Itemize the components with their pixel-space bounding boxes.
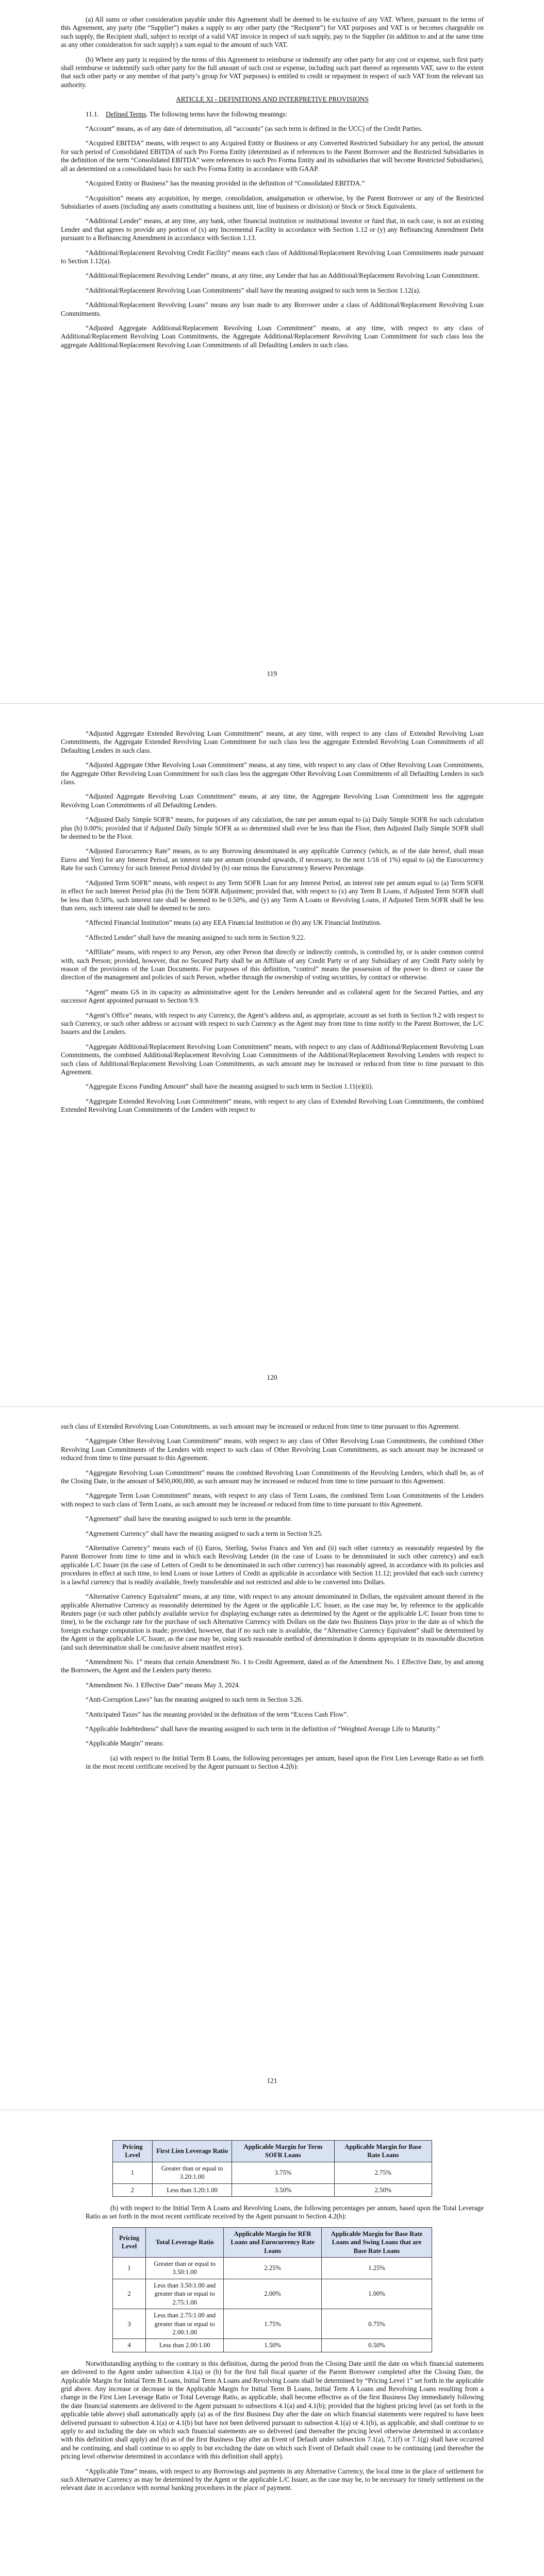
vat-paragraph-b: (b) Where any party is required by the terms of this Agreement to reimburse or indemnify any other party for any cost or expense, such first party shall reimburse or indemnify such other party for the full amount of such cost or expense, including such part thereof as represents VAT, save to the extent that such other party or any member of that party’s group for VAT purposes) is entitled to credit or repayment in respect of such VAT from the relevant tax authority. — [61, 55, 484, 89]
definition: “Agreement” shall have the meaning assigned to such term in the preamble. — [86, 1515, 292, 1523]
definition: “Aggregate Term Loan Commitment” means, with respect to any class of Term Loans, the combined Term Loan Commitments of the Lenders with respect to such class of Term Loans, as such amount may be increased or reduced from time to time pursuant to this Agreement. — [61, 1492, 484, 1508]
table-cell: Less than 2.00:1.00 — [146, 2339, 224, 2352]
table-cell: 0.75% — [322, 2309, 432, 2339]
definition: “Additional Lender” means, at any time, any bank, other financial institution or institutional investor or fund that, in each case, is not an existing Lender and that agrees to provide any portion of (x) any Incremental Facility in accordance with Section 1.12 or (y) any Refinancing Amendment Debt pursuant to a Refinancing Amendment in accordance with Section 1.13. — [61, 217, 484, 242]
definition: “Adjusted Aggregate Revolving Loan Commitment” means, at any time, the Aggregate Revolving Loan Commitment less the aggregate Revolving Loan Commitments of all Defaulting Lenders. — [61, 792, 484, 809]
pricing-table-term-a-revolving — [112, 2227, 432, 2352]
table-header: Pricing Level — [113, 2141, 153, 2162]
definition: “Affected Financial Institution” means (a) any EEA Financial Institution or (b) any UK Financial Institution. — [86, 919, 382, 927]
definition: “Acquired Entity or Business” has the meaning provided in the definition of “Consolidated EBITDA.” — [86, 179, 365, 188]
table-cell: 3.75% — [232, 2162, 334, 2183]
page-number: 119 — [267, 670, 277, 677]
definition: “Agent’s Office” means, with respect to any Currency, the Agent’s address and, as appropriate, account as set forth in Section 9.2 with respect to such Currency, or such other address or account with respect to such Currency as the Agent may from time to time notify to the Parent Borrower, the L/C Issuers and the Lenders. — [61, 1011, 484, 1036]
article-heading: ARTICLE XI - DEFINITIONS AND INTERPRETIVE PROVISIONS — [176, 95, 369, 104]
definition: “Aggregate Other Revolving Loan Commitment” means, with respect to any class of Other Revolving Loan Commitments, the combined Other Revolving Loan Commitments of the Lenders with respect to such class of Other Revolving Loan Commitments, as such amount may be increased or reduced from time to time pursuant to this Agreement. — [61, 1437, 484, 1462]
table-cell: 0.50% — [322, 2339, 432, 2352]
table-cell: 3 — [113, 2309, 146, 2339]
table-header: First Lien Leverage Ratio — [152, 2141, 232, 2162]
definition: “Anti-Corruption Laws” has the meaning assigned to such term in Section 3.26. — [86, 1696, 303, 1704]
table-cell: 1.00% — [322, 2279, 432, 2309]
table-cell: 1 — [113, 2162, 153, 2183]
section-11-1 — [61, 110, 484, 118]
table-header: Applicable Margin for Base Rate Loans — [334, 2141, 432, 2162]
section-title: Defined Terms — [106, 110, 146, 118]
page-121 — [0, 1407, 544, 2110]
table-row — [113, 2279, 432, 2309]
table-row — [113, 2183, 432, 2196]
table-row — [113, 2258, 432, 2279]
definition: “Amendment No. 1” means that certain Amendment No. 1 to Credit Agreement, dated as of the Amendment No. 1 Effective Date, by and among the Borrowers, the Agent and the Lenders party thereto. — [61, 1657, 484, 1674]
table-row — [113, 2309, 432, 2339]
table-row — [113, 2339, 432, 2352]
page-number: 121 — [267, 2077, 277, 2084]
definition: “Agent” means GS in its capacity as administrative agent for the Lenders hereunder and as collateral agent for the Secured Parties, and any successor Agent appointed pursuant to Section 9.9. — [61, 988, 484, 1005]
table-cell: Greater than or equal to 3.50:1.00 — [146, 2258, 224, 2279]
page-120-text — [61, 730, 484, 1121]
definition: “Aggregate Excess Funding Amount” shall have the meaning assigned to such term in Section 1.11(e)(ii). — [86, 1082, 373, 1091]
section-number: 11.1. — [86, 110, 99, 118]
definition: “Additional/Replacement Revolving Loan Commitments” shall have the meaning assigned to such term in Section 1.12(a). — [86, 286, 421, 294]
definition: “Additional/Replacement Revolving Lender” means, at any time, any Lender that has an Additional/Replacement Revolving Loan Commitment. — [86, 272, 480, 280]
table-cell: Less than 3.20:1.00 — [152, 2183, 232, 2196]
page-119 — [0, 0, 544, 703]
page-122 — [0, 2110, 544, 2576]
table-cell: 2.50% — [334, 2183, 432, 2196]
definition: “Alternative Currency Equivalent” means, at any time, with respect to any amount denominated in Dollars, the equivalent amount thereof in the applicable Alternative Currency as reasonably determined by the Agent or the applicable L/C Issuer, as the case may be, by reference to the applicable Reuters page (or such other publicly available service for displaying exchange rates as determined by the Agent or the applicable L/C Issuer from time to time), to be the exchange rate for the purchase of such Alternative Currency with Dollars on the date two Business Days prior to the date as of which the foreign exchange computation is made; provided, however, that if no such rate is available, the “Alternative Currency Equivalent” shall be determined by the Agent or the applicable L/C Issuer, as the case may be, using such reasonable method of determination it deems appropriate in its reasonable discretion (and such determination shall be conclusive absent manifest error). — [61, 1592, 484, 1651]
definition: “Additional/Replacement Revolving Loans” means any loan made to any Borrower under a class of Additional/Replacement Revolving Loan Commitments. — [61, 301, 484, 317]
page-121-text — [61, 1422, 484, 1777]
table-header: Applicable Margin for RFR Loans and Eurocurrency Rate Loans — [224, 2227, 322, 2257]
pricing-notwithstanding-paragraph: Notwithstanding anything to the contrary in this definition, during the period from the Closing Date until the date on which financial statements are delivered to the Agent under subsection 4.1(a) or (b) for the first full fiscal quarter of the Parent Borrower completed after the Closing Date, the Applicable Margin for Initial Term B Loans, Initial Term A Loans and Revolving Loans shall be determined by “Pricing Level 1” set forth in the applicable grid above. Any increase or decrease in the Applicable Margin for Initial Term B Loans, Initial Term A Loans and Revolving Loans resulting from a change in the First Lien Leverage Ratio or Total Leverage Ratio, as applicable, shall become effective as of the first Business Day immediately following the date financial statements are delivered to the Agent pursuant to subsections 4.1(a) and 4.1(b); provided that the highest pricing level (as set forth in the applicable table above) shall automatically apply (a) as of the first Business Day after the date on which financial statements were required to have been delivered pursuant to subsection 4.1(a) or 4.1(b) but have not been delivered pursuant to subsection 4.1(a) or 4.1(b), as applicable, and shall continue to so apply to and including the date on which such financial statements are so delivered (and thereafter the pricing level otherwise determined in accordance with this definition shall apply) and (b) as of the first Business Day after an Event of Default under subsection 7.1(a), 7.1(f) or 7.1(g) shall have occurred and be continuing, and shall continue to so apply to but excluding the date on which such Event of Default shall cease to be continuing (and thereafter the pricing level otherwise determined in accordance with this definition shall apply). — [61, 2359, 484, 2461]
section-intro: . The following terms have the following meanings: — [146, 110, 288, 118]
table-cell: Greater than or equal to 3.20:1.00 — [152, 2162, 232, 2183]
definition: “Adjusted Eurocurrency Rate” means, as to any Borrowing denominated in any applicable Currency (which, as of the date hereof, shall mean Euros and Yen) for any Interest Period, an interest rate per annum (rounded upwards, if necessary, to the next 1/16 of 1%) equal to (a) the Eurocurrency Rate for such Currency for such Interest Period divided by (b) one minus the Eurocurrency Reserve Percentage. — [61, 847, 484, 872]
table-cell: 1.75% — [224, 2309, 322, 2339]
definition-subclause: (a) with respect to the Initial Term B Loans, the following percentages per annum, based upon the First Lien Leverage Ratio as set forth in the most recent certificate received by the Agent pursuant to Section 4.2(b): — [86, 1754, 484, 1771]
definition: “Adjusted Daily Simple SOFR” means, for purposes of any calculation, the rate per annum equal to (a) Daily Simple SOFR for such calculation plus (b) 0.00%; provided that if Adjusted Daily Simple SOFR as so determined shall ever be less than the Floor, then Adjusted Daily Simple SOFR shall be deemed to be the Floor. — [61, 816, 484, 841]
definition: “Applicable Indebtedness” shall have the meaning assigned to such term in the definition of “Weighted Average Life to Maturity.” — [86, 1724, 440, 1733]
table-cell: Less than 2.75:1.00 and greater than or equal to 2.00:1.00 — [146, 2309, 224, 2339]
definition: “Acquired EBITDA” means, with respect to any Acquired Entity or Business or any Converted Restricted Subsidiary for any period, the amount for such period of Consolidated EBITDA of such Pro Forma Entity (determined as if references to the Parent Borrower and the Restricted Subsidiaries in the definition of the term “Consolidated EBITDA” were references to such Pro Forma Entity and its subsidiaries that will become Restricted Subsidiaries), all as determined on a consolidated basis for such Pro Forma Entity in accordance with GAAP. — [61, 139, 484, 173]
table-header: Applicable Margin for Base Rate Loans and Swing Loans that are Base Rate Loans — [322, 2227, 432, 2257]
table-cell: 2.00% — [224, 2279, 322, 2309]
definition: “Applicable Time” means, with respect to any Borrowings and payments in any Alternative Currency, the local time in the place of settlement for such Alternative Currency as may be determined by the Agent or the applicable L/C Issuer, as the case may be, to be necessary for timely settlement on the relevant date in accordance with normal banking procedures in the place of payment. — [61, 2467, 484, 2492]
table-cell: 2.75% — [334, 2162, 432, 2183]
page-122-text — [61, 2136, 484, 2499]
definition: “Additional/Replacement Revolving Credit Facility” means each class of Additional/Replacement Revolving Loan Commitments made pursuant to Section 1.12(a). — [61, 248, 484, 265]
table-cell: 2.25% — [224, 2258, 322, 2279]
definition: such class of Extended Revolving Loan Commitments, as such amount may be increased or reduced from time to time pursuant to this Agreement. — [61, 1422, 460, 1430]
table-cell: Less than 3.50:1.00 and greater than or equal to 2.75:1.00 — [146, 2279, 224, 2309]
definition: “Aggregate Revolving Loan Commitment” means the combined Revolving Loan Commitments of the Revolving Lenders, which shall be, as of the Closing Date, in the amount of $450,000,000, as such amount may be increased or reduced from time to time pursuant to this Agreement. — [61, 1468, 484, 1485]
applicable-margin-clause-b: (b) with respect to the Initial Term A Loans and Revolving Loans, the following percentages per annum, based upon the Total Leverage Ratio as set forth in the most recent certificate received by the Agent pursuant to Section 4.2(b): — [86, 2204, 484, 2221]
definition: “Affiliate” means, with respect to any Person, any other Person that directly or indirectly controls, is controlled by, or is under common control with, such Person; provided, however, that no Secured Party shall be an Affiliate of any Credit Party or of any Subsidiary of any Credit Party solely by reason of the provisions of the Loan Documents. For purposes of this definition, “control” means the possession of the power to direct or cause the direction of the management and policies of such Person, whether through the ownership of voting securities, by contract or otherwise. — [61, 948, 484, 981]
table-cell: 4 — [113, 2339, 146, 2352]
page-119-text — [61, 15, 484, 355]
definition: “Aggregate Additional/Replacement Revolving Loan Commitment” means, with respect to any class of Additional/Replacement Revolving Loan Commitments, the combined Additional/Replacement Revolving Loan Commitments of the Additional/Replacement Revolving Lenders with respect to such class of Additional/Replacement Revolving Loan Commitments, as such amount may be increased or reduced from time to time pursuant to this Agreement. — [61, 1042, 484, 1076]
table-header: Total Leverage Ratio — [146, 2227, 224, 2257]
definition: “Acquisition” means any acquisition, by merger, consolidation, amalgamation or otherwise, by the Parent Borrower or any of the Restricted Subsidiaries of assets (including any assets constituting a business unit, line of business or division) or Stock or Stock Equivalents. — [61, 194, 484, 210]
table-row — [113, 2162, 432, 2183]
page-number: 120 — [267, 1374, 277, 1381]
definition: “Account” means, as of any date of determination, all “accounts” (as such term is defined in the UCC) of the Credit Parties. — [86, 125, 423, 133]
definition: “Amendment No. 1 Effective Date” means May 3, 2024. — [86, 1681, 240, 1689]
table-cell: 1 — [113, 2258, 146, 2279]
definition: “Adjusted Term SOFR” means, with respect to any Term SOFR Loan for any Interest Period, an interest rate per annum equal to (a) Term SOFR in effect for such Interest Period plus (b) the Term SOFR Adjustment; provided that, with respect to (x) any Term B Loans, if Adjusted Term SOFR shall be less than 0.50%, such interest rate shall be deemed to be 0.50%, and (y) any Term A Loans or Revolving Loans, if Adjusted Term SOFR shall be less than zero, such interest rate shall be deemed to be zero. — [61, 878, 484, 912]
table-header: Applicable Margin for Term SOFR Loans — [232, 2141, 334, 2162]
definition: “Agreement Currency” shall have the meaning assigned to such a term in Section 9.25. — [86, 1529, 323, 1537]
definition: “Adjusted Aggregate Additional/Replacement Revolving Loan Commitment” means, at any time, with respect to any class of Additional/Replacement Revolving Loan Commitments, the Aggregate Additional/Replacement Revolving Loan Commitment for such class less the aggregate Additional/Replacement Revolving Loan Commitments of all Defaulting Lenders in such class. — [61, 324, 484, 349]
table-cell: 2 — [113, 2183, 153, 2196]
definition: “Applicable Margin” means: — [86, 1739, 164, 1748]
definition: “Anticipated Taxes” has the meaning provided in the definition of the term “Excess Cash Flow”. — [86, 1710, 349, 1718]
pricing-table-term-b — [112, 2140, 432, 2197]
table-header: Pricing Level — [113, 2227, 146, 2257]
table-cell: 2 — [113, 2279, 146, 2309]
definition: “Adjusted Aggregate Other Revolving Loan Commitment” means, at any time, with respect to any class of Other Revolving Loan Commitments, the Aggregate Other Revolving Loan Commitment for such class less the aggregate Other Revolving Loan Commitments of all Defaulting Lenders in such class. — [61, 761, 484, 786]
definition: “Alternative Currency” means each of (i) Euros, Sterling, Swiss Francs and Yen and (ii) each other currency as reasonably requested by the Parent Borrower from time to time and in which each Revolving Lender (in the case of Loans to be denominated in such other currency) and each applicable L/C Issuer (in the case of Letters of Credit to be denominated in such other currency) has reasonably agreed, in accordance with its policies and procedures in effect at such time, to lend Loans or issue Letters of Credit as applicable in accordance with Section 11.12; provided that each such currency is a lawful currency that is readily available, freely transferable and not restricted and able to be converted into Dollars. — [61, 1544, 484, 1586]
definition: “Affected Lender” shall have the meaning assigned to such term in Section 9.22. — [86, 933, 306, 941]
vat-paragraph-a: (a) All sums or other consideration payable under this Agreement shall be deemed to be exclusive of any VAT. Where, pursuant to the terms of this Agreement, any party (the “Supplier”) makes a supply to any other party (the “Recipient”) for VAT purposes and VAT is or becomes chargeable on such supply, the Recipient shall, subject to receipt of a valid VAT invoice in respect of such supply, pay to the Supplier (in addition to and at the same time as any other consideration for such supply) a sum equal to the amount of such VAT. — [61, 15, 484, 49]
table-cell: 1.25% — [322, 2258, 432, 2279]
definition: “Aggregate Extended Revolving Loan Commitment” means, with respect to any class of Extended Revolving Loan Commitments, the combined Extended Revolving Loan Commitments of the Lenders with respect to — [61, 1097, 484, 1114]
table-cell: 1.50% — [224, 2339, 322, 2352]
definition: “Adjusted Aggregate Extended Revolving Loan Commitment” means, at any time, with respect to any class of Extended Revolving Loan Commitments, the Aggregate Extended Revolving Loan Commitment for such class less the aggregate Extended Revolving Loan Commitments of all Defaulting Lenders in such class. — [61, 730, 484, 754]
page-120 — [0, 704, 544, 1406]
table-cell: 3.50% — [232, 2183, 334, 2196]
